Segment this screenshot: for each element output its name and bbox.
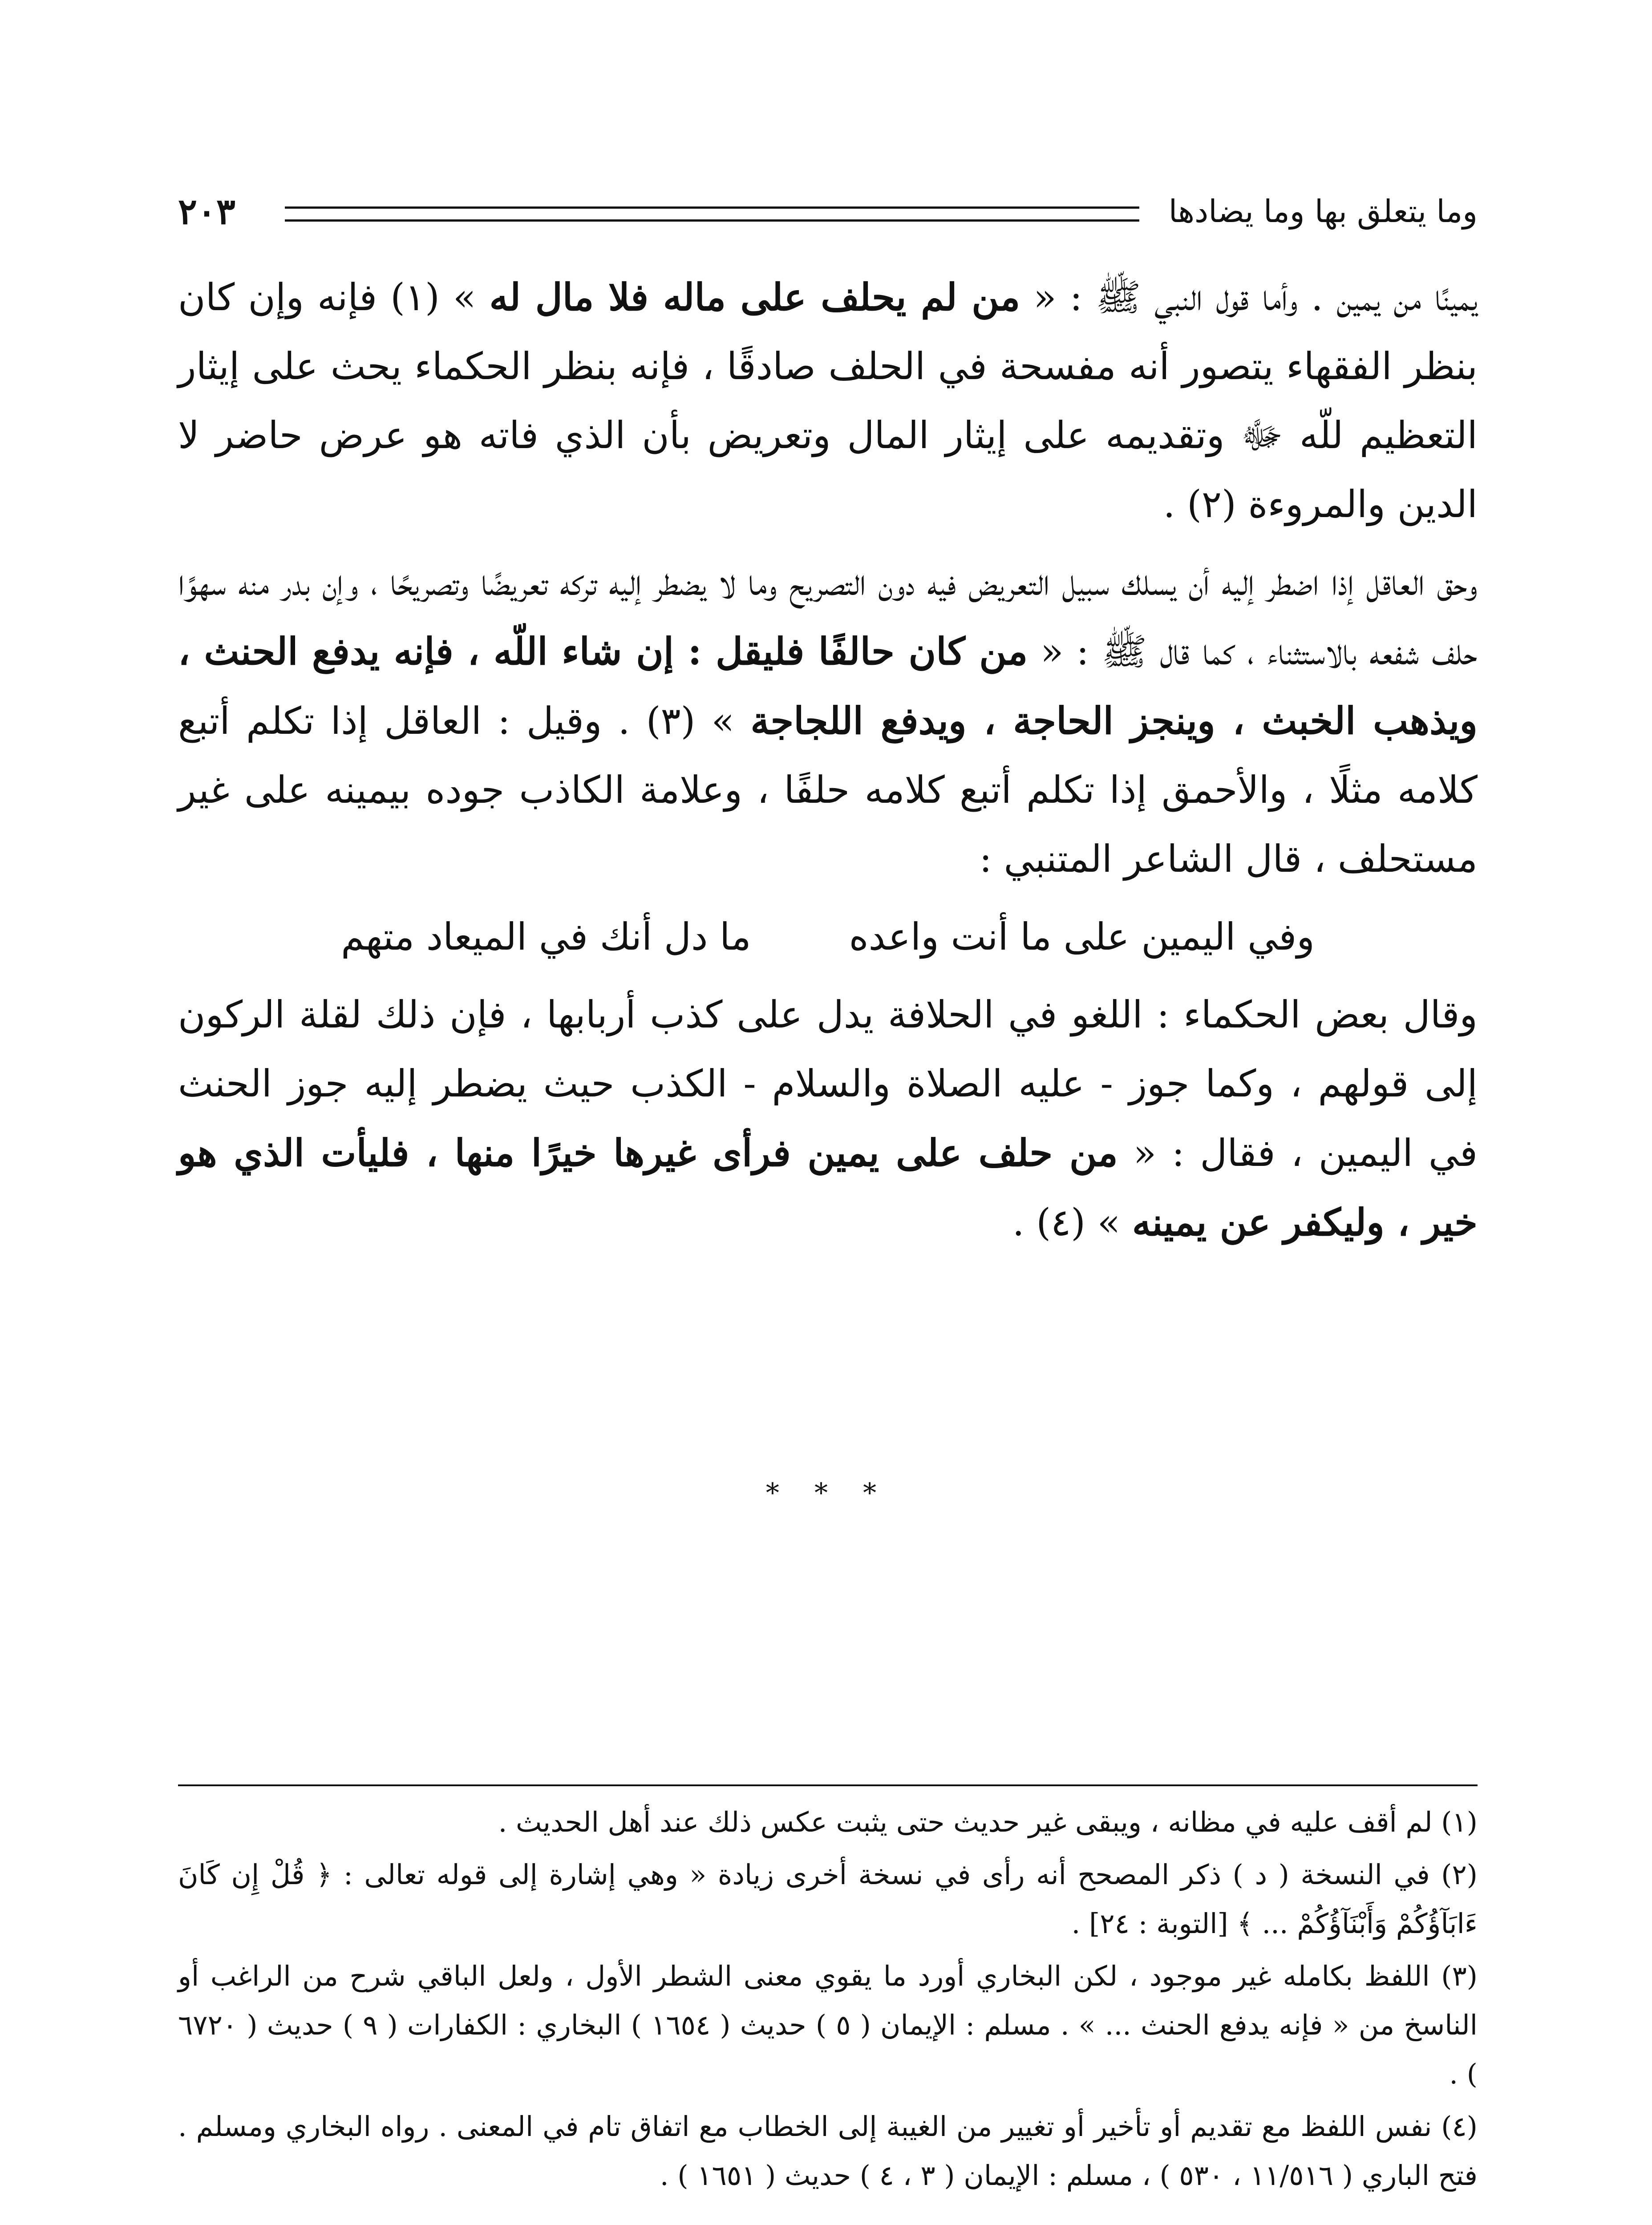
section-separator: * * * [765, 1477, 890, 1509]
poetry-verse [178, 902, 1478, 971]
main-text [178, 263, 1478, 1266]
verse-first-hemistich: وفي اليمين على ما أنت واعده [849, 915, 1315, 959]
paragraph-2-text-a: وحق العاقل إذا اضطر إليه أن يسلك سبيل التعريض فيه دون التصريح وما لا يضطر إليه تركه تعريضًا وتصريحًا ، وإن بدر منه سهوًا حلف شفعه بالاستثناء ، كما قال ﷺ : « [178, 560, 1478, 673]
paragraph-3-text-a: وقال بعض الحكماء : اللغو في الحلافة يدل على كذب أربابها ، فإن ذلك لقلة الركون إلى قولهم ، وكما جوز - عليه الصلاة والسلام - الكذب حيث يضطر إليه جوز الحنث في اليمين ، فقال : « [178, 993, 1478, 1175]
header-double-rule [285, 206, 1139, 222]
paragraph-1 [178, 263, 1478, 539]
footnote-4: (٤) نفس اللفظ مع تقديم أو تأخير أو تغيير من الغيبة إلى الخطاب مع اتفاق تام في المعنى . رواه البخاري ومسلم . فتح الباري ( ١١/٥١٦ ، ٥٣٠ ) ، مسلم : الإيمان ( ٣ ، ٤ ) حديث ( ١٦٥١ ) . [178, 2110, 1478, 2192]
hadith-quote-3: من حلف على يمين فرأى غيرها خيرًا منها ، فليأت الذي هو خير ، وليكفر عن يمينه [178, 1131, 1478, 1244]
footnote-3: (٣) اللفظ بكامله غير موجود ، لكن البخاري أورد ما يقوي معنى الشطر الأول ، ولعل الباقي شرح من الراغب أو الناسخ من « فإنه يدفع الحنث ... » . مسلم : الإيمان ( ٥ ) حديث ( ١٦٥٤ ) البخاري : الكفارات ( ٩ ) حديث ( ٦٧٢٠ ) . [178, 1960, 1478, 2090]
footnotes [178, 1798, 1478, 2204]
verse-second-hemistich: ما دل أنك في الميعاد متهم [341, 915, 751, 959]
paragraph-2 [178, 548, 1478, 894]
page-number: ٢٠٣ [178, 190, 235, 232]
paragraph-1-text-b: » (١) فإنه وإن كان بنظر الفقهاء يتصور أنه مفسحة في الحلف صادقًا ، فإنه بنظر الحكماء يحث على إيثار التعظيم للّه ﷻ وتقديمه على إيثار المال وتعريض بأن الذي فاته هو عرض حاضر لا الدين والمروءة (٢) . [178, 275, 1478, 526]
paragraph-2-text-b: » (٣) . وقيل : العاقل إذا تكلم أتبع كلامه مثلًا ، والأحمق إذا تكلم أتبع كلامه حلفًا ، وعلامة الكاذب جوده بيمينه على غير مستحلف ، قال الشاعر المتنبي : [178, 699, 1478, 881]
running-header-title: وما يتعلق بها وما يضادها [1168, 193, 1478, 230]
running-header [178, 187, 1478, 236]
hadith-quote-1: من لم يحلف على ماله فلا مال له [489, 275, 1020, 319]
hadith-quote-2: من كان حالفًا فليقل : إن شاء اللّه ، فإنه يدفع الحنث ، ويذهب الخبث ، وينجز الحاجة ، ويدفع اللجاجة [178, 629, 1478, 743]
footnote-2: (٢) في النسخة ( د ) ذكر المصحح أنه رأى في نسخة أخرى زيادة « وهي إشارة إلى قوله تعالى : ﴿ قُلْ إِن كَانَ ءَابَآؤُكُمْ وَأَبْنَآؤُكُمْ ... ﴾ [التوبة : ٢٤] . [178, 1858, 1478, 1940]
paragraph-1-text-a: يمينًا من يمين . وأما قول النبي ﷺ : « [1020, 275, 1478, 319]
paragraph-3 [178, 980, 1478, 1257]
paragraph-3-text-b: » (٤) . [1012, 1201, 1132, 1244]
footnote-1: (١) لم أقف عليه في مظانه ، ويبقى غير حديث حتى يثبت عكس ذلك عند أهل الحديث . [498, 1806, 1478, 1838]
footnote-rule [178, 1784, 1478, 1786]
